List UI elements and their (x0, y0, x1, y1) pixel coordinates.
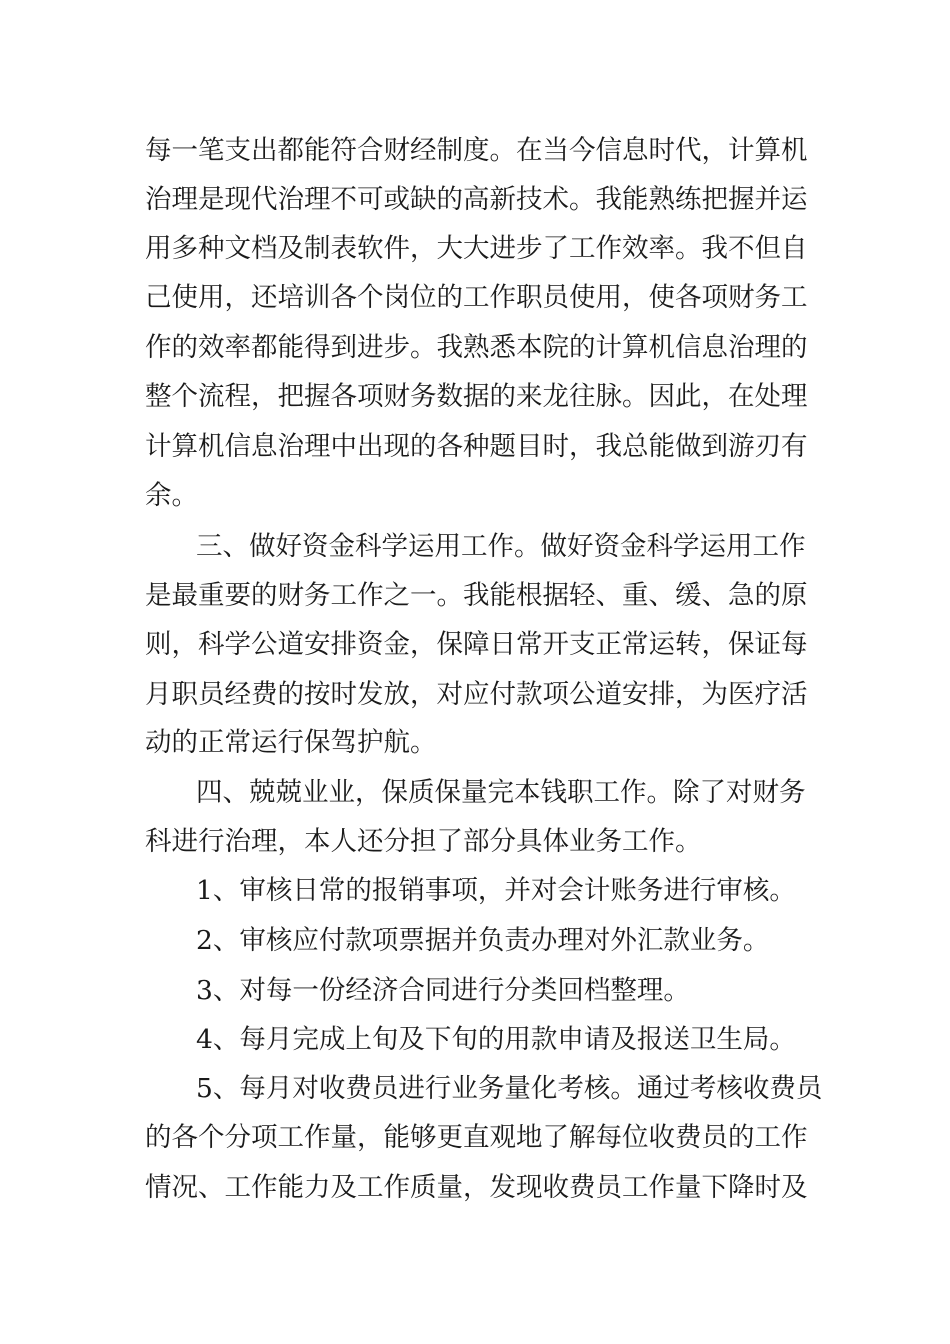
list-item: 1、审核日常的报销事项，并对会计账务进行审核。 (196, 875, 796, 906)
section-heading-line: 四、兢兢业业，保质保量完本钱职工作。除了对财务 (196, 777, 806, 808)
text-line: 月职员经费的按时发放，对应付款项公道安排，为医疗活 (145, 679, 808, 710)
text-line: 作的效率都能得到进步。我熟悉本院的计算机信息治理的 (145, 332, 808, 363)
text-line: 计算机信息治理中出现的各种题目时，我总能做到游刃有 (145, 431, 808, 462)
text-line: 科进行治理，本人还分担了部分具体业务工作。 (145, 826, 702, 857)
section-heading-line: 三、做好资金科学运用工作。做好资金科学运用工作 (196, 531, 806, 562)
text-line: 情况、工作能力及工作质量，发现收费员工作量下降时及 (145, 1172, 808, 1203)
text-line: 动的正常运行保驾护航。 (145, 727, 437, 758)
list-item: 4、每月完成上旬及下旬的用款申请及报送卫生局。 (196, 1024, 796, 1055)
list-item: 2、审核应付款项票据并负责办理对外汇款业务。 (196, 925, 770, 956)
text-line: 的各个分项工作量，能够更直观地了解每位收费员的工作 (145, 1122, 808, 1153)
text-line: 则，科学公道安排资金，保障日常开支正常运转，保证每 (145, 629, 808, 660)
text-line: 用多种文档及制表软件，大大进步了工作效率。我不但自 (145, 233, 808, 264)
text-line: 治理是现代治理不可或缺的高新技术。我能熟练把握并运 (145, 184, 808, 215)
text-line: 是最重要的财务工作之一。我能根据轻、重、缓、急的原 (145, 580, 808, 611)
text-line: 己使用，还培训各个岗位的工作职员使用，使各项财务工 (145, 282, 808, 313)
text-line: 每一笔支出都能符合财经制度。在当今信息时代，计算机 (145, 135, 808, 166)
list-item: 5、每月对收费员进行业务量化考核。通过考核收费员 (196, 1073, 823, 1104)
text-line: 余。 (145, 480, 198, 511)
list-item: 3、对每一份经济合同进行分类回档整理。 (196, 975, 690, 1006)
text-line: 整个流程，把握各项财务数据的来龙往脉。因此，在处理 (145, 381, 808, 412)
